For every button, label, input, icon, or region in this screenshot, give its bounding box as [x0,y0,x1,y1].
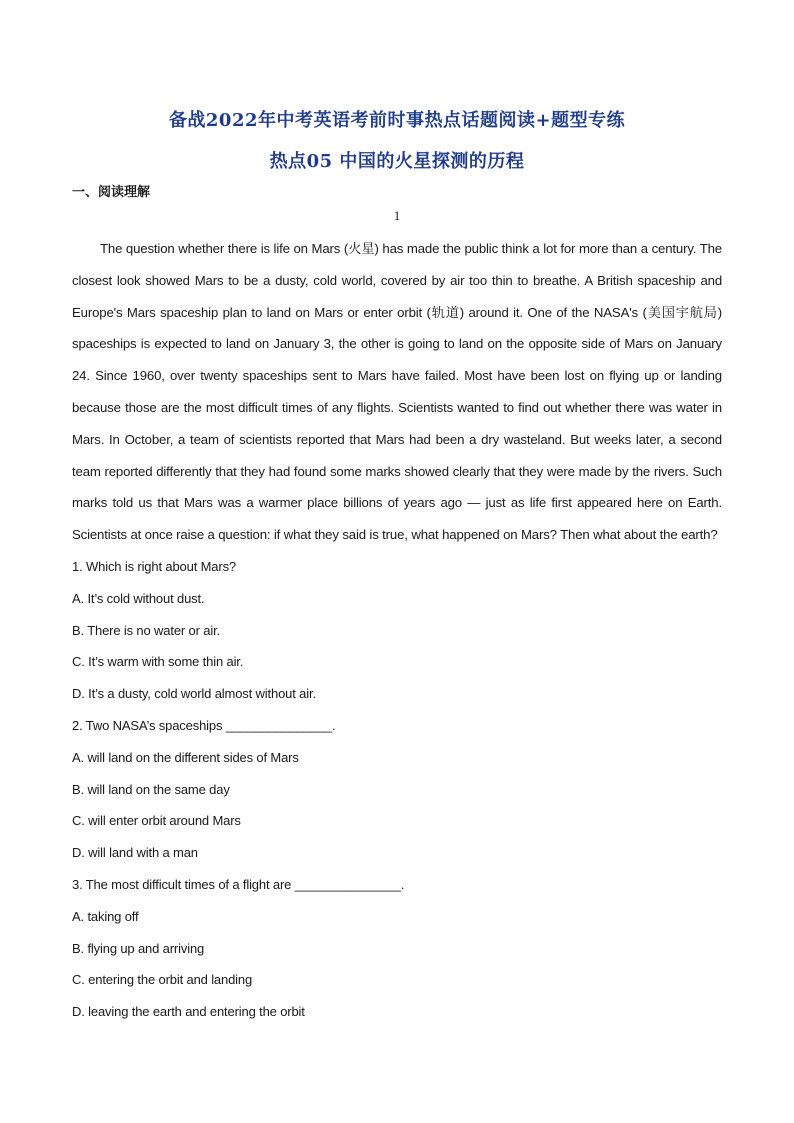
question-stem: 2. Two NASA’s spaceships _______________. [72,717,336,733]
question-1 [72,551,722,710]
answer-option: C. entering the orbit and landing [72,972,253,988]
passage-number: 1 [393,208,401,223]
section-heading: 一、阅读理解 [72,185,151,200]
answer-option: D. leaving the earth and entering the orbit [72,1004,305,1020]
answer-option: A. It’s cold without dust. [72,590,205,606]
answer-option: D. It’s a dusty, cold world almost without air. [72,686,316,702]
answer-option: C. will enter orbit around Mars [72,813,241,829]
answer-option: B. flying up and arriving [72,940,205,956]
answer-option: B. There is no water or air. [72,622,221,638]
reading-passage: The question whether there is life on Mars (火星) has made the public think a lot for more than a century. The closest look showed Mars to be a dusty, cold world, covered by air too thin to breathe. A British spaceship and Europe's Mars spaceship plan to land on Mars or enter orbit (轨道) around it. One of the NASA's (美国宇航局) spaceships is expected to land on January 3, the other is going to land on the opposite side of Mars on January 24. Since 1960, over twenty spaceships sent to Mars have failed. Most have been lost on flying up or landing because those are the most difficult times of any flights. Scientists wanted to find out whether there was water in Mars. In October, a team of scientists reported that Mars had been a dry wasteland. But weeks later, a second team reported differently that they had found some marks showed clearly that they were made by the rivers. Such marks told us that Mars was a warmer place billions of years ago — just as life first appeared here on Earth. Scientists at once raise a question: if what they said is true, what happened on Mars? Then what about the earth? [72,241,722,543]
question-stem: 1. Which is right about Mars? [72,559,236,574]
answer-option: A. taking off [72,908,139,924]
answer-option: B. will land on the same day [72,781,230,797]
document-title: 备战2022年中考英语考前时事热点话题阅读+题型专练 [168,110,626,131]
question-list [72,551,722,1028]
answer-option: A. will land on the different sides of Mars [72,749,299,765]
question-3 [72,869,722,1028]
answer-option: C. It’s warm with some thin air. [72,654,244,670]
document-subtitle: 热点05 中国的火星探测的历程 [269,151,525,172]
answer-option: D. will land with a man [72,845,198,861]
question-2 [72,710,722,869]
question-stem: 3. The most difficult times of a flight are _______________. [72,876,405,892]
